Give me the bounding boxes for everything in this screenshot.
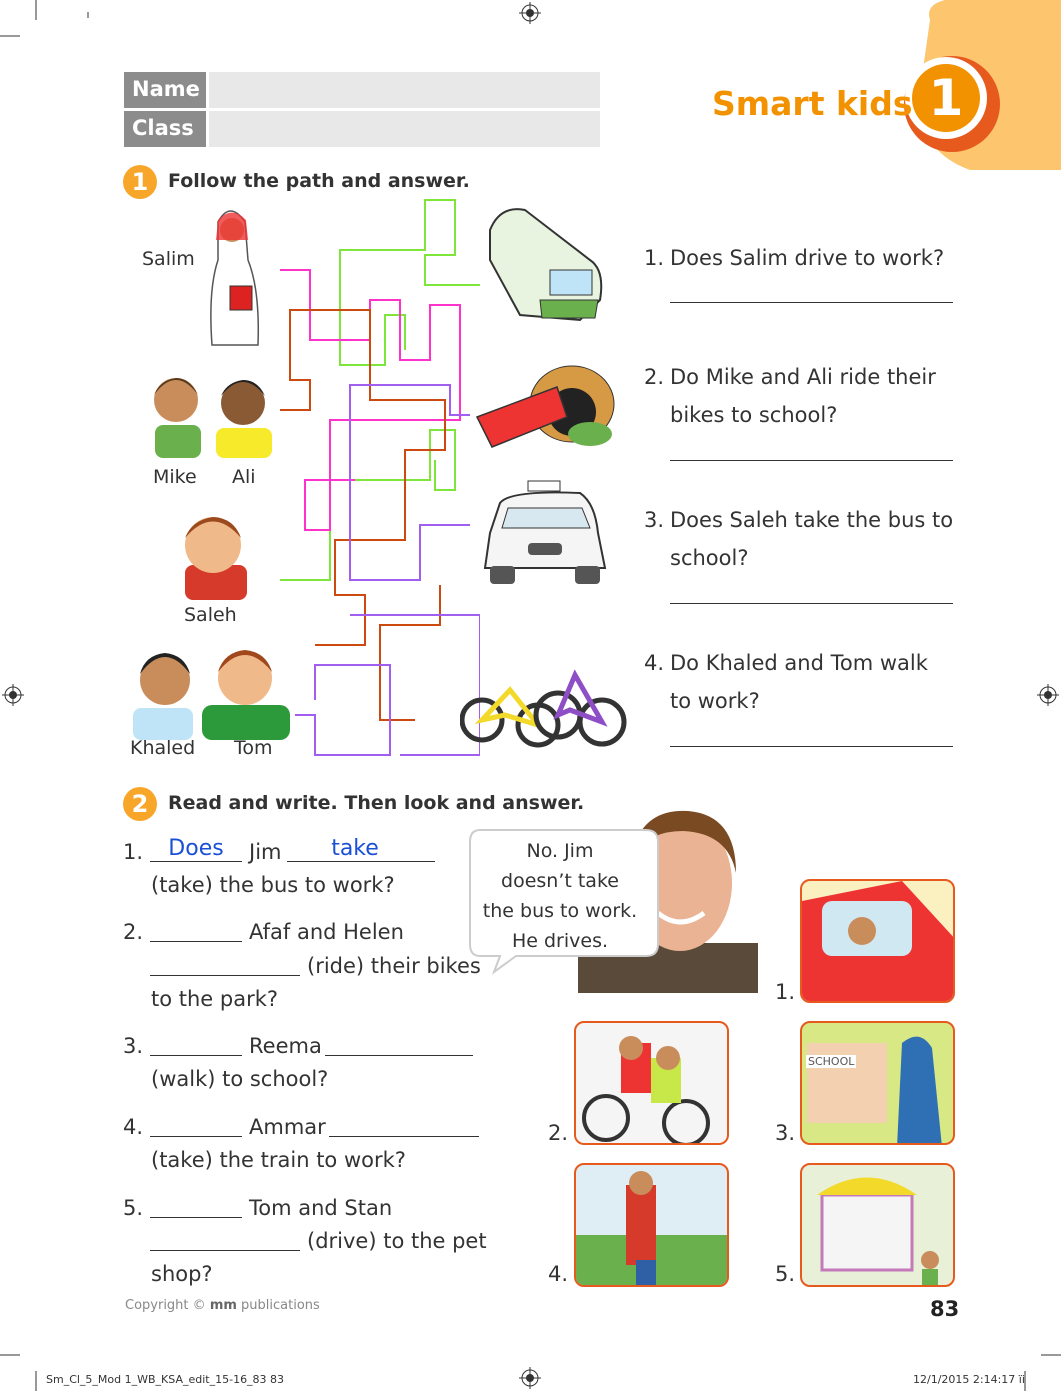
- question-number: 3.: [644, 508, 665, 532]
- person-name: Ali: [232, 466, 256, 488]
- publisher-bold: mm: [209, 1298, 237, 1313]
- exercise-1-number: 1: [123, 165, 157, 199]
- speech-line: doesn’t take: [501, 870, 619, 892]
- registration-mark-right: [1037, 684, 1059, 706]
- item-subject: Tom and Stan: [249, 1196, 393, 1220]
- item-subject: Afaf and Helen: [249, 920, 404, 944]
- name-label: Name: [124, 72, 206, 108]
- page-title: Smart kids: [712, 84, 913, 123]
- filled-answer: take: [331, 836, 379, 861]
- train-passengers-image: [576, 1165, 729, 1287]
- person-name: Saleh: [184, 604, 237, 626]
- person-name: Tom: [234, 737, 273, 759]
- picture-number: 1.: [775, 980, 796, 1004]
- speech-line: He drives.: [511, 930, 609, 952]
- question-text: to work?: [670, 689, 760, 713]
- question-text: Does Salim drive to work?: [670, 246, 945, 270]
- question-text: school?: [670, 546, 749, 570]
- name-field[interactable]: [209, 72, 600, 108]
- person-name: Khaled: [130, 737, 196, 759]
- item-tail: to the park?: [151, 987, 279, 1011]
- mike-figure: [154, 378, 201, 458]
- bikes-illustration: [460, 630, 628, 760]
- blank-field[interactable]: [150, 917, 242, 942]
- question-number: 2.: [644, 365, 665, 389]
- item-verb-hint: (take) the train to work?: [151, 1148, 406, 1172]
- item-verb-hint: (drive) to the pet: [307, 1229, 487, 1253]
- blank-field[interactable]: [150, 1226, 300, 1251]
- item-verb-hint: (take) the bus to work?: [151, 873, 395, 897]
- slug-left: Sm_Cl_5_Mod 1_WB_KSA_edit_15-16_83 83: [46, 1373, 285, 1386]
- item-subject: Ammar: [249, 1115, 326, 1139]
- question-number: 1.: [644, 246, 665, 270]
- question-text: bikes to school?: [670, 403, 838, 427]
- answer-line[interactable]: [670, 746, 953, 747]
- picture-3: [800, 1021, 955, 1145]
- slug-right: 12/1/2015 2:14:17 ïi: [913, 1373, 1025, 1386]
- unit-number: 1: [928, 69, 964, 127]
- train-illustration: [472, 362, 617, 457]
- answer-line[interactable]: [670, 302, 953, 303]
- registration-mark-left: [2, 684, 24, 706]
- publisher-rest: publications: [241, 1298, 320, 1313]
- person-name: Salim: [142, 248, 195, 270]
- item-number: 3.: [123, 1034, 144, 1058]
- copyright-line: [125, 1298, 320, 1313]
- khaled-figure: [133, 653, 193, 740]
- question-text: Do Mike and Ali ride their: [670, 365, 936, 389]
- item-verb-hint: (ride) their bikes: [307, 954, 481, 978]
- car-driver-image: [802, 881, 955, 1003]
- bus-illustration: [480, 200, 610, 330]
- picture-4: [574, 1163, 729, 1287]
- copyright-symbol: ©: [192, 1298, 206, 1313]
- blank-field[interactable]: [325, 1031, 473, 1056]
- question-number: 4.: [644, 651, 665, 675]
- item-number: 5.: [123, 1196, 144, 1220]
- speech-line: the bus to work.: [482, 900, 638, 922]
- blank-field[interactable]: [150, 1031, 242, 1056]
- registration-mark-bottom: [519, 1367, 541, 1389]
- picture-number: 5.: [775, 1262, 796, 1286]
- path-maze: [275, 195, 480, 760]
- item-subject: Jim: [249, 840, 282, 864]
- item-number: 4.: [123, 1115, 144, 1139]
- question-text: Do Khaled and Tom walk: [670, 651, 928, 675]
- item-verb-hint: (walk) to school?: [151, 1067, 329, 1091]
- blank-field[interactable]: [329, 1112, 479, 1137]
- item-tail: shop?: [151, 1262, 213, 1286]
- pet-shop-image: [802, 1165, 955, 1287]
- page-number: 83: [930, 1297, 960, 1321]
- registration-mark-top: [519, 2, 541, 24]
- picture-number: 2.: [548, 1121, 569, 1145]
- picture-2: [574, 1021, 729, 1145]
- salim-figure: [211, 211, 258, 345]
- woman-walking-to-school-image: [802, 1023, 955, 1145]
- class-label: Class: [124, 111, 206, 147]
- girls-cycling-image: [576, 1023, 729, 1145]
- class-field[interactable]: [209, 111, 600, 147]
- person-name: Mike: [153, 466, 197, 488]
- blank-field[interactable]: [150, 1112, 242, 1137]
- picture-number: 3.: [775, 1121, 796, 1145]
- exercise-2-instruction: Read and write. Then look and answer.: [168, 792, 585, 814]
- speech-bubble-text: [470, 836, 650, 956]
- blank-field[interactable]: [150, 1193, 242, 1218]
- exercise-1-instruction: Follow the path and answer.: [168, 170, 470, 192]
- filled-answer: Does: [168, 836, 224, 861]
- question-text: Does Saleh take the bus to: [670, 508, 954, 532]
- saleh-figure: [185, 517, 247, 600]
- picture-number: 4.: [548, 1262, 569, 1286]
- blank-field[interactable]: [150, 951, 300, 976]
- exercise-2-number: 2: [123, 787, 157, 821]
- item-subject: Reema: [249, 1034, 322, 1058]
- picture-5: [800, 1163, 955, 1287]
- school-sign: SCHOOL: [808, 1055, 855, 1068]
- ali-figure: [216, 380, 272, 458]
- item-number: 1.: [123, 840, 144, 864]
- answer-line[interactable]: [670, 460, 953, 461]
- item-number: 2.: [123, 920, 144, 944]
- speech-line: No. Jim: [526, 840, 594, 862]
- picture-1: [800, 879, 955, 1003]
- answer-line[interactable]: [670, 603, 953, 604]
- copyright-prefix: Copyright: [125, 1298, 189, 1313]
- taxi-illustration: [480, 478, 610, 588]
